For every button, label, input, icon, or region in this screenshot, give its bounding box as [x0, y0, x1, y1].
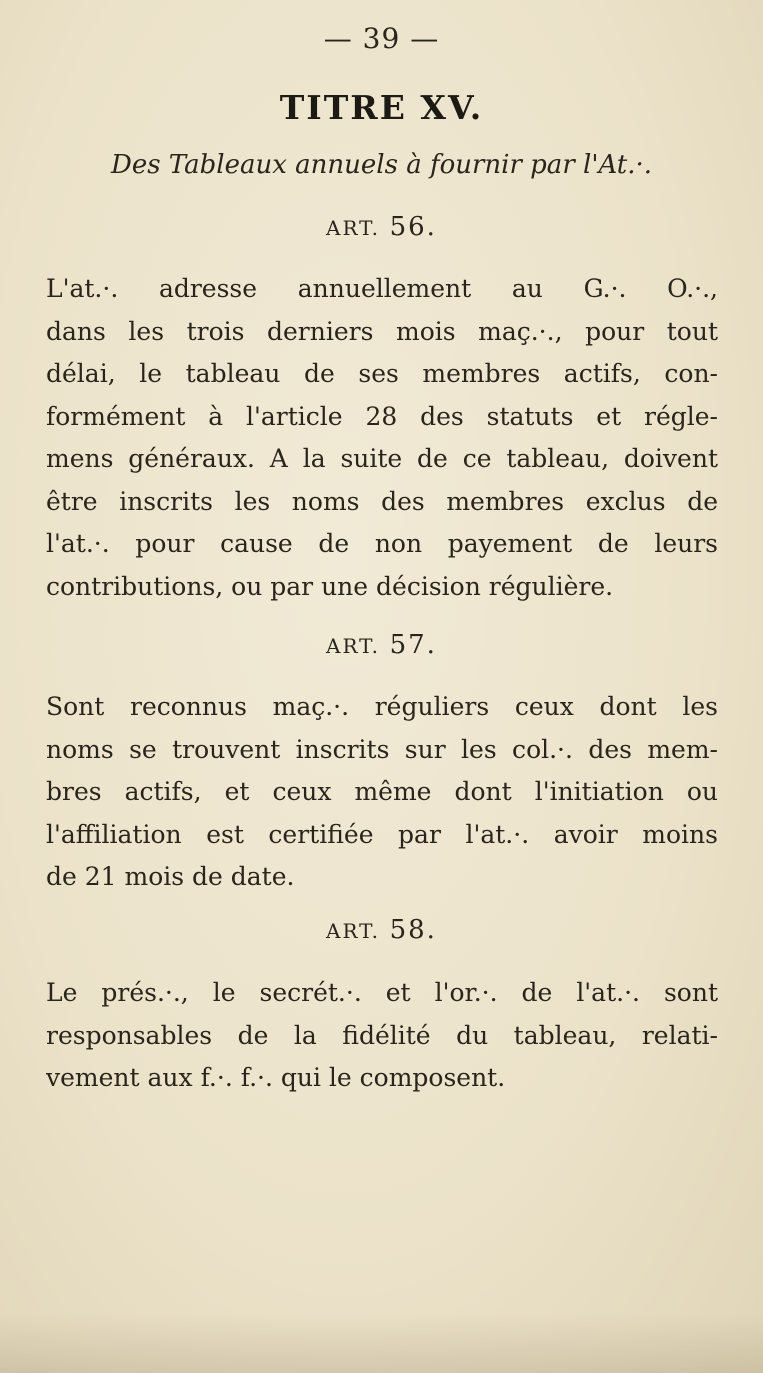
- article-label: ART.: [326, 919, 380, 943]
- text-line: être inscrits les noms des membres exclus de: [46, 486, 718, 516]
- text-line: mens généraux. A la suite de ce tableau, doivent: [46, 444, 718, 473]
- page-edge-shadow: [0, 1313, 763, 1373]
- text-line: noms se trouvent inscrits sur les col.·. des mem-: [46, 734, 718, 764]
- article-58-heading: [0, 915, 763, 945]
- text-line: responsables de la fidélité du tableau, relati-: [46, 1020, 718, 1050]
- chapter-title: TITRE XV.: [279, 88, 484, 127]
- text-line: Sont reconnus maç.·. réguliers ceux dont les: [46, 692, 718, 721]
- article-number: 57.: [389, 630, 437, 660]
- chapter-subtitle: Des Tableaux annuels à fournir par l'At.·.: [110, 150, 653, 180]
- article-number: 58.: [389, 915, 437, 945]
- text-line: de 21 mois de date.: [46, 862, 295, 891]
- article-56-text: [46, 268, 718, 608]
- article-58-text: [46, 972, 718, 1100]
- text-line: l'affiliation est certifiée par l'at.·. avoir moins: [46, 819, 718, 849]
- text-line: formément à l'article 28 des statuts et régle-: [46, 401, 718, 431]
- article-label: ART.: [326, 634, 380, 658]
- page-number: — 39 —: [323, 22, 440, 55]
- article-57-heading: [0, 630, 763, 660]
- text-line: vement aux f.·. f.·. qui le composent.: [46, 1063, 506, 1092]
- article-56-heading: [0, 212, 763, 242]
- text-line: dans les trois derniers mois maç.·., pour tout: [46, 316, 718, 346]
- text-line: délai, le tableau de ses membres actifs, con-: [46, 359, 718, 388]
- text-line: Le prés.·., le secrét.·. et l'or.·. de l'at.·. sont: [46, 978, 718, 1007]
- text-line: L'at.·. adresse annuellement au G.·. O.·.,: [46, 274, 718, 303]
- text-line: contributions, ou par une décision régulière.: [46, 571, 614, 601]
- article-number: 56.: [389, 212, 437, 242]
- article-label: ART.: [326, 216, 380, 240]
- text-line: bres actifs, et ceux même dont l'initiation ou: [46, 777, 718, 806]
- text-line: l'at.·. pour cause de non payement de leurs: [46, 529, 718, 558]
- article-57-text: [46, 686, 718, 899]
